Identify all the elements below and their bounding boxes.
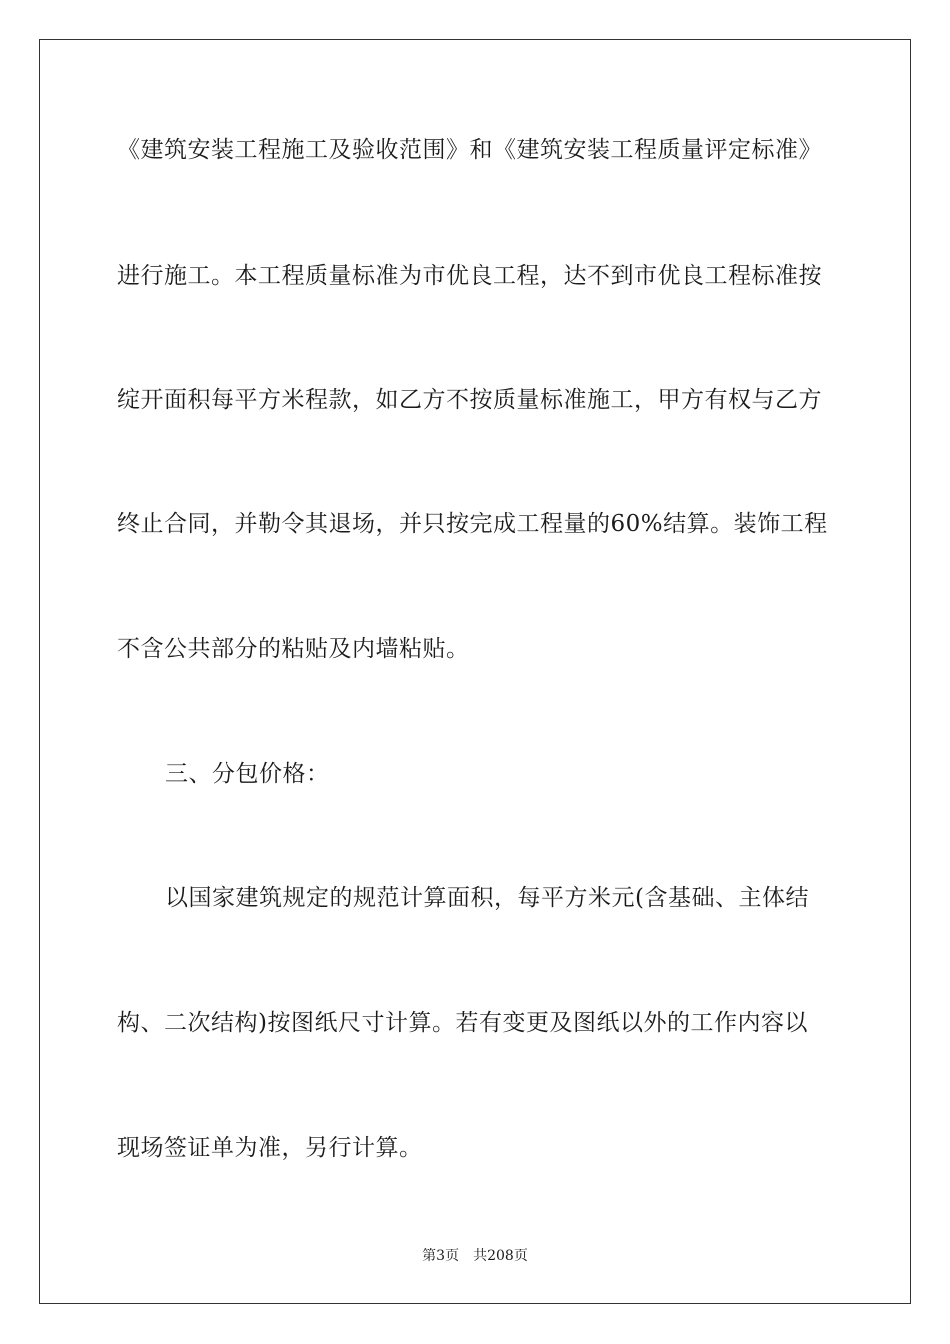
body-line-8: 构、二次结构)按图纸尺寸计算。若有变更及图纸以外的工作内容以 <box>117 1010 808 1036</box>
page-footer <box>0 1246 950 1266</box>
page-frame <box>39 39 911 1304</box>
body-line-9: 现场签证单为准，另行计算。 <box>117 1135 423 1161</box>
body-line-5: 不含公共部分的粘贴及内墙粘贴。 <box>117 636 470 662</box>
page-total: 共208页 <box>473 1248 528 1264</box>
body-line-4: 终止合同，并勒令其退场，并只按完成工程量的60%结算。装饰工程 <box>117 511 828 537</box>
page-number: 第3页 <box>422 1248 460 1264</box>
body-line-7: 以国家建筑规定的规范计算面积，每平方米元(含基础、主体结 <box>165 885 809 911</box>
body-line-1: 《建筑安装工程施工及验收范围》和《建筑安装工程质量评定标准》 <box>117 137 822 163</box>
body-line-2: 进行施工。本工程质量标准为市优良工程，达不到市优良工程标准按 <box>117 263 822 289</box>
section-heading: 三、分包价格： <box>165 761 330 787</box>
body-line-3: 绽开面积每平方米程款，如乙方不按质量标准施工，甲方有权与乙方 <box>117 387 822 413</box>
